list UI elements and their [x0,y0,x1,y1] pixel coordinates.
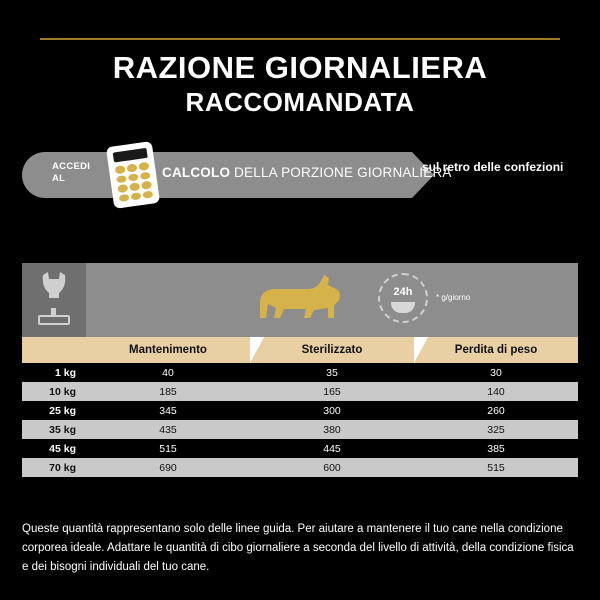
table-icon-header [22,263,578,337]
table-row [22,363,578,382]
row-weight: 10 kg [49,385,76,398]
row-weight: 25 kg [49,404,76,417]
calculator-icon [106,141,160,209]
row-value: 140 [487,385,505,398]
row-value: 385 [487,442,505,455]
row-value: 515 [159,442,177,455]
row-weight: 70 kg [49,461,76,474]
dog-silhouette-icon [248,272,344,324]
row-value: 515 [487,461,505,474]
page-title-line2: RACCOMANDATA [185,86,415,117]
row-value: 165 [323,385,341,398]
column-header-sterilizzato: Sterilizzato [250,337,414,363]
dog-on-scale-icon [36,271,72,329]
table-row [22,420,578,439]
row-value: 30 [490,366,502,379]
row-weight: 35 kg [49,423,76,436]
row-value: 40 [162,366,174,379]
weight-header-cell [22,263,86,337]
banner-access-line1: ACCEDI [52,161,91,172]
food-bowl-24h-icon [374,273,432,325]
row-weight: 1 kg [54,366,76,379]
row-value: 600 [323,461,341,474]
row-value: 260 [487,404,505,417]
footer-note: Queste quantità rappresentano solo delle linee guida. Per aiutare a mantenere il tuo cane nella condizione corporea ideale. Adattare le quantità di cibo giornaliere a seconda del livello di attività, della condizione fisica e dei bisogni individuali del tuo cane. [22,523,574,573]
dog-head-shape [40,271,68,301]
access-banner [22,152,578,198]
ration-table [22,263,578,477]
table-row [22,401,578,420]
bowl-24h-label: 24h [393,286,413,298]
banner-access-label [52,161,108,185]
page-title-line1: RAZIONE GIORNALIERA [112,50,488,85]
row-value: 325 [487,423,505,436]
table-row [22,458,578,477]
row-value: 380 [323,423,341,436]
row-value: 345 [159,404,177,417]
column-header-weight [22,337,86,363]
row-value: 300 [323,404,341,417]
row-value: 690 [159,461,177,474]
table-row [22,439,578,458]
row-weight: 45 kg [49,442,76,455]
banner-calc-bold: CALCOLO [162,165,231,180]
title-block [0,52,600,117]
column-header-mantenimento: Mantenimento [129,344,207,356]
top-divider [40,38,560,40]
row-value: 445 [323,442,341,455]
banner-right-text: sul retro delle confezioni [422,160,564,174]
banner-access-line2: AL [52,172,66,184]
banner-calc-text [162,165,452,180]
bowl-note: * g/giorno [436,293,471,302]
row-value: 35 [326,366,338,379]
column-header-perdita-di-peso: Perdita di peso [414,337,578,363]
row-value: 185 [159,385,177,398]
table-column-headers [22,337,578,363]
row-value: 435 [159,423,177,436]
banner-calc-rest: DELLA PORZIONE GIORNALIERA [230,165,452,180]
table-row [22,382,578,401]
